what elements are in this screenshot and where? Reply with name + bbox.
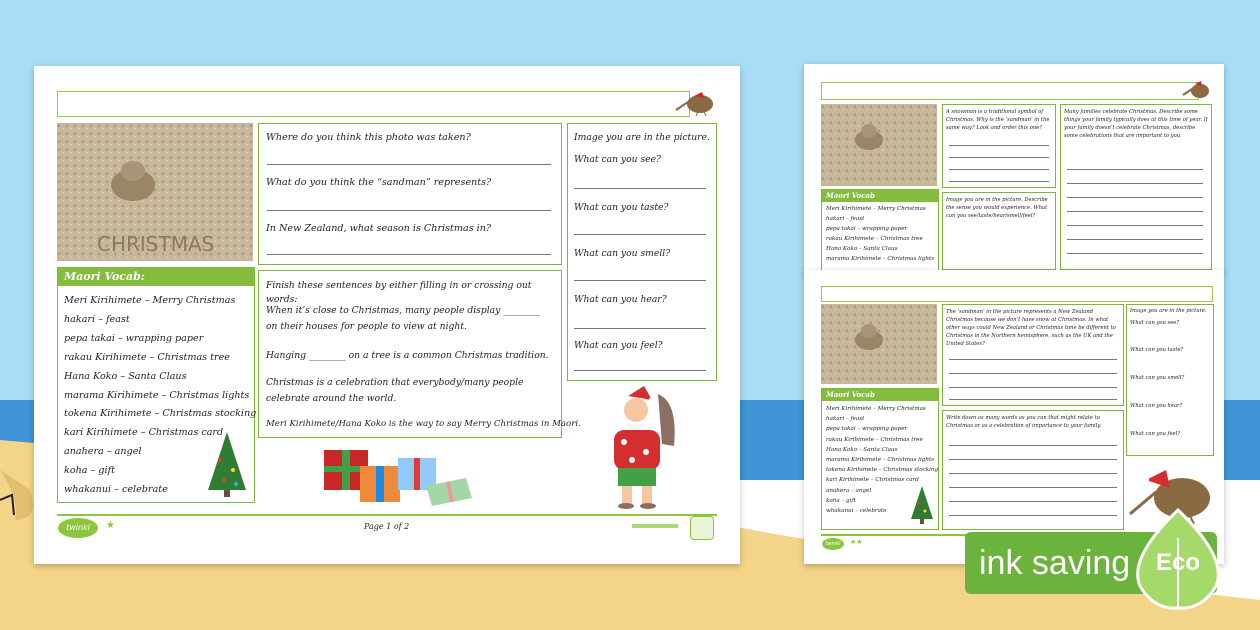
answer-line <box>1067 169 1203 170</box>
question-2: What do you think the “sandman” represents? <box>266 177 492 188</box>
sense-question: What can you see? <box>1130 320 1180 326</box>
star-icon: ★★ <box>850 538 863 546</box>
page-number: Page 1 of 2 <box>364 522 410 531</box>
twinkl-logo: twinkl <box>822 538 844 550</box>
answer-line <box>574 234 706 235</box>
maori-vocab-box <box>821 189 939 271</box>
vocab-item: marama Kirihimete – Christmas lights <box>826 256 935 262</box>
vocab-item: anahera – angel <box>826 487 872 494</box>
answer-line <box>949 399 1117 400</box>
worksheet-page-2 <box>804 64 1224 274</box>
vocab-item: rakau Kirihimete – Christmas tree <box>64 351 230 363</box>
question-box-a <box>942 304 1124 406</box>
vocab-item: hakari – feast <box>64 313 130 325</box>
sense-question: What can you feel? <box>1130 431 1181 437</box>
sandman-photo <box>821 104 937 186</box>
vocab-item: whakanui – celebrate <box>64 484 168 496</box>
vocab-item: pepa takai – wrapping paper <box>826 426 908 433</box>
answer-line <box>949 501 1117 502</box>
senses-intro: Image you are in the picture. <box>574 132 710 143</box>
sentences-box <box>258 270 581 438</box>
sentence-2: Hanging ________ on a tree is a common Christmas tradition. <box>266 350 549 361</box>
sense-question: What can you hear? <box>574 294 667 305</box>
star-icon: ★ <box>106 520 115 531</box>
vocab-item: marama Kirihimete – Christmas lights <box>64 389 250 401</box>
vocab-item: Hana Koko – Santa Claus <box>64 370 187 382</box>
answer-line <box>1067 253 1203 254</box>
maori-vocab-box <box>821 388 939 530</box>
sentences-instruction: Finish these sentences by either filling in or crossing out words: <box>266 280 532 305</box>
sense-question: What can you smell? <box>574 248 671 259</box>
answer-line <box>574 188 706 189</box>
answer-line <box>949 181 1049 182</box>
question-3: In New Zealand, what season is Christmas in? <box>266 223 492 234</box>
vocab-item: tokena Kirihimete – Christmas stocking <box>826 467 939 474</box>
answer-line <box>1067 183 1203 184</box>
vocab-item: marama Kirihimete – Christmas lights <box>826 457 935 464</box>
sentence-3: Christmas is a celebration that everybody/many people celebrate around the world. <box>266 377 524 404</box>
ink-saving-label: ink saving <box>979 544 1131 582</box>
worksheet-page-1 <box>34 66 740 564</box>
vocab-list <box>826 204 934 264</box>
maori-vocab-box <box>57 267 255 503</box>
footer-small-text <box>632 524 678 528</box>
senses-intro: Image you are in the picture. <box>1130 308 1207 314</box>
question-box-b <box>942 410 1124 530</box>
vocab-item: Meri Kirihimete – Merry Christmas <box>826 206 926 212</box>
answer-line <box>949 359 1117 360</box>
presents-illustration <box>320 442 480 506</box>
answer-line <box>267 254 551 255</box>
vocab-item: kari Kirihimete – Christmas card <box>826 477 919 484</box>
sentence-1: When it’s close to Christmas, many people display ________ on their houses for people to view at night. <box>266 305 541 332</box>
answer-line <box>949 157 1049 158</box>
answer-line <box>949 487 1117 488</box>
page-header-bar <box>821 82 1199 100</box>
question-text: Many families celebrate Christmas. Describe some things your family typically does at this time of year. If your family doesn’t celebrate Christmas, describe some celebrations that are important to you. <box>1064 109 1208 139</box>
answer-line <box>949 459 1117 460</box>
svg-text:CHRISTMAS: CHRISTMAS <box>97 232 215 256</box>
answer-line <box>1067 225 1203 226</box>
questions-box <box>258 123 562 265</box>
sense-question: What can you taste? <box>574 202 669 213</box>
eco-leaf-icon <box>1132 508 1224 610</box>
page-header-bar <box>57 91 690 117</box>
answer-line <box>949 169 1049 170</box>
sense-question: What can you feel? <box>574 340 663 351</box>
sense-question: What can you hear? <box>1130 403 1183 409</box>
answer-line <box>949 515 1117 516</box>
eco-label: Eco <box>1155 549 1201 576</box>
answer-line <box>267 210 551 211</box>
answer-line <box>949 387 1117 388</box>
question-text: The ‘sandman’ in the picture represents a New Zealand Christmas because we don’t have snow at Christmas. In what other ways could New Zealand or Christmas time be different to Christmas in the Northern hemisphere, such as the UK and the United States? <box>946 309 1116 347</box>
footer-rule <box>57 514 717 516</box>
vocab-item: rakau Kirihimete – Christmas tree <box>826 436 923 443</box>
answer-line <box>1067 197 1203 198</box>
vocab-heading: Maori Vocab: <box>58 268 254 286</box>
vocab-item: Hana Koko – Santa Claus <box>826 246 898 252</box>
kiwi-bird-icon <box>674 90 718 116</box>
vocab-item: hakari – feast <box>826 416 865 423</box>
page-header-bar <box>821 286 1213 302</box>
vocab-item: kari Kirihimete – Christmas card <box>64 427 224 439</box>
vocab-item: pepa takai – wrapping paper <box>826 226 908 232</box>
answer-line <box>1067 239 1203 240</box>
vocab-item: rakau Kirihimete – Christmas tree <box>826 236 923 242</box>
vocab-item: pepa takai – wrapping paper <box>64 332 204 344</box>
question-box-b <box>1060 104 1212 270</box>
kiwi-bird-icon <box>1182 80 1212 100</box>
vocab-item: hakari – feast <box>826 216 865 222</box>
answer-line <box>574 328 706 329</box>
answer-line <box>949 445 1117 446</box>
answer-line <box>267 164 551 165</box>
senses-box <box>1126 304 1214 456</box>
answer-line <box>574 280 706 281</box>
vocab-item: Hana Koko – Santa Claus <box>826 446 898 453</box>
vocab-item: koha – gift <box>826 497 856 504</box>
christmas-tree-icon <box>206 430 248 498</box>
sentence-4: Meri Kirihimete/Hana Koko is the way to say Merry Christmas in Maori. <box>266 419 581 429</box>
christmas-tree-icon <box>910 485 934 525</box>
vocab-item: anahera – angel <box>64 446 142 458</box>
twinkl-logo: twinkl <box>58 518 98 538</box>
question-text: Image you are in the picture. Describe the sense you would experience. What can you see/taste/hear/smell/feel? <box>946 197 1048 219</box>
sandman-photo <box>57 123 253 261</box>
senses-box <box>567 123 717 381</box>
question-text: Write down as many words as you can that might relate to Christmas or as a celebration of importance to your family. <box>946 415 1102 429</box>
twinkl-badge-icon <box>690 516 714 540</box>
sense-question: What can you smell? <box>1130 375 1185 381</box>
vocab-heading: Maori Vocab <box>822 389 938 401</box>
vocab-item: tokena Kirihimete – Christmas stocking <box>64 408 257 420</box>
question-box-a <box>942 104 1056 188</box>
answer-line <box>949 145 1049 146</box>
vocab-item: Meri Kirihimete – Merry Christmas <box>826 406 926 412</box>
answer-line <box>949 473 1117 474</box>
sense-question: What can you taste? <box>1130 347 1184 353</box>
answer-line <box>574 370 706 371</box>
vocab-item: whakanui – celebrate <box>826 508 887 515</box>
sandman-photo <box>821 304 937 384</box>
question-box-c <box>942 192 1056 270</box>
vocab-heading: Maori Vocab <box>822 190 938 202</box>
santa-illustration <box>596 386 692 514</box>
vocab-item: koha – gift <box>64 465 115 477</box>
answer-line <box>1067 211 1203 212</box>
question-1: Where do you think this photo was taken? <box>266 132 471 143</box>
answer-line <box>949 373 1117 374</box>
vocab-item: Meri Kirihimete – Merry Christmas <box>64 295 236 306</box>
sense-question: What can you see? <box>574 154 661 165</box>
question-text: A snowman is a traditional symbol of Christmas. Why is the ‘sandman’ in the same way? Look and order this one? <box>946 109 1050 131</box>
